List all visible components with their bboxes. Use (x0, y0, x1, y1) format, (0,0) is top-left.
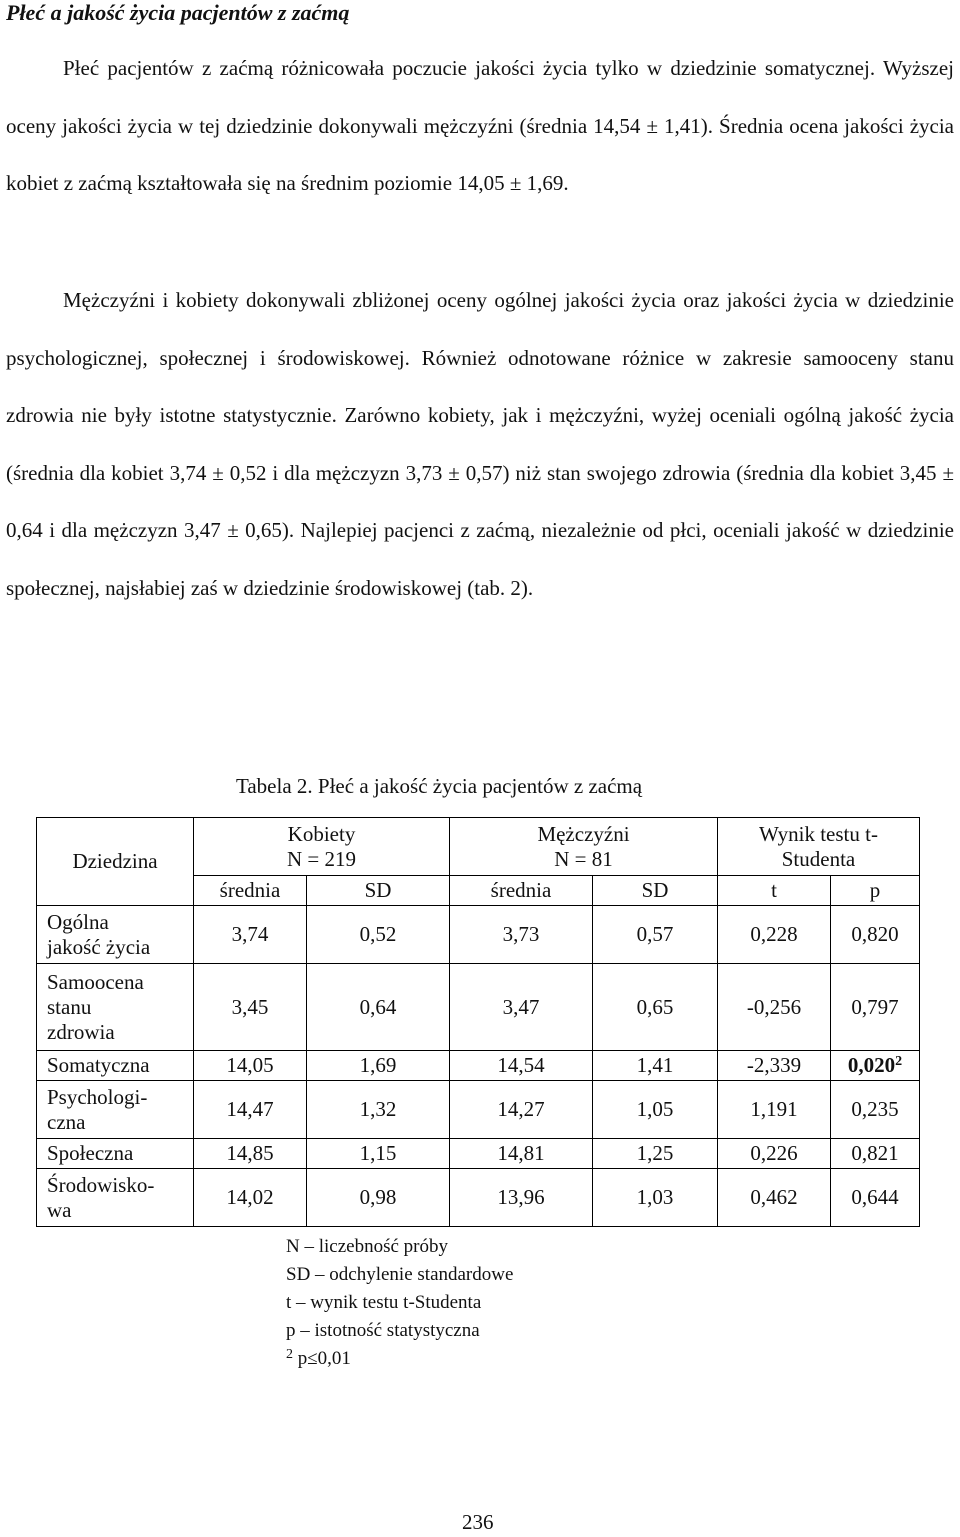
page-number: 236 (462, 1510, 494, 1534)
table-cell: 0,228 (718, 906, 831, 964)
note-line-significance (286, 1345, 513, 1373)
table-row (37, 1051, 920, 1081)
table-cell: 0,65 (593, 964, 718, 1051)
table-cell-significant (831, 1051, 920, 1081)
table-cell: 0,98 (307, 1169, 450, 1227)
table-cell: 0,64 (307, 964, 450, 1051)
significant-p-value: 0,020 (847, 1053, 896, 1077)
table-cell: 1,03 (593, 1169, 718, 1227)
header-kobiety-label: Kobiety (287, 821, 356, 846)
table-cell: 14,47 (194, 1081, 307, 1139)
header-kobiety (194, 818, 450, 876)
table-row (37, 1169, 920, 1227)
row-label-line: Somatyczna (47, 1053, 150, 1077)
note-line: t – wynik testu t-Studenta (286, 1292, 482, 1313)
results-table (36, 817, 920, 1227)
row-label (37, 906, 194, 964)
header-dziedzina: Dziedzina (37, 818, 194, 906)
row-label-line: stanu (47, 994, 92, 1019)
table-row (37, 964, 920, 1051)
table-cell: 0,52 (307, 906, 450, 964)
note-line: N – liczebność próby (286, 1236, 448, 1257)
header-test (718, 818, 920, 876)
table-cell: -2,339 (718, 1051, 831, 1081)
header-mezczyzni-n: N = 81 (554, 846, 613, 871)
table-cell: 3,73 (450, 906, 593, 964)
row-label (37, 964, 194, 1051)
table-cell: 14,85 (194, 1139, 307, 1169)
row-label-line: Ogólna (47, 909, 109, 934)
table-cell: 0,462 (718, 1169, 831, 1227)
table-cell: 0,820 (831, 906, 920, 964)
paragraph-1: Płeć pacjentów z zaćmą różnicowała poczucie jakości życia tylko w dziedzinie somatycznej. Wyższej oceny jakości życia w tej dziedzinie dokonywali mężczyźni (średnia 14,54 ± 1,41). Średnia ocena jakości życia kobiet z zaćmą kształtowała się na średnim poziomie 14,05 ± 1,69. (6, 56, 954, 195)
note-line: p – istotność statystyczna (286, 1320, 480, 1341)
table-cell: 1,69 (307, 1051, 450, 1081)
footnote-mark: 2 (895, 1054, 903, 1069)
subheader-cell: średnia (194, 876, 307, 906)
table-cell: 3,45 (194, 964, 307, 1051)
table-cell: 0,644 (831, 1169, 920, 1227)
paragraph-2: Mężczyźni i kobiety dokonywali zbliżonej oceny ogólnej jakości życia oraz jakości życia w dziedzinie psychologicznej, społecznej i środowiskowej. Również odnotowane różnice w zakresie samooceny stanu zdrowia nie były istotne statystycznie. Zarówno kobiety, jak i mężczyźni, wyżej oceniali ogólną jakość życia (średnia dla kobiet 3,74 ± 0,52 i dla mężczyzn 3,73 ± 0,57) niż stan swojego zdrowia (średnia dla kobiet 3,45 ± 0,64 i dla mężczyzn 3,47 ± 0,65). Najlepiej pacjenci z zaćmą, niezależnie od płci, oceniali jakość w dziedzinie społecznej, najsłabiej zaś w dziedzinie środowiskowej (tab. 2). (6, 288, 954, 600)
subheader-cell: średnia (450, 876, 593, 906)
header-test-line1: Wynik testu t- (759, 821, 878, 846)
row-label (37, 1081, 194, 1139)
header-test-line2: Studenta (781, 846, 856, 871)
header-kobiety-n: N = 219 (286, 846, 356, 871)
note-line: SD – odchylenie standardowe (286, 1264, 514, 1285)
note-footnote-mark: 2 (286, 1347, 293, 1362)
row-label-line: Społeczna (47, 1141, 134, 1165)
table-cell: 13,96 (450, 1169, 593, 1227)
table-cell: 3,47 (450, 964, 593, 1051)
subheader-cell: p (831, 876, 920, 906)
table-cell: 14,54 (450, 1051, 593, 1081)
row-label-line: wa (47, 1197, 72, 1222)
subheader-cell: SD (593, 876, 718, 906)
row-label-line: czna (47, 1109, 86, 1134)
row-label-line: zdrowia (47, 1019, 115, 1044)
table-row (37, 1081, 920, 1139)
table-cell: 14,81 (450, 1139, 593, 1169)
header-mezczyzni-label: Mężczyźni (537, 821, 630, 846)
row-label-line: jakość życia (47, 934, 151, 959)
table-cell: 0,821 (831, 1139, 920, 1169)
table-cell: 1,25 (593, 1139, 718, 1169)
row-label-line: Środowisko- (47, 1172, 155, 1197)
table-row (37, 906, 920, 964)
table-row (37, 1139, 920, 1169)
table-notes (286, 1233, 513, 1373)
subheader-cell: SD (307, 876, 450, 906)
table-cell: 0,235 (831, 1081, 920, 1139)
row-label (37, 1139, 194, 1169)
row-label-line: Psychologi- (47, 1084, 148, 1109)
table-cell: 1,05 (593, 1081, 718, 1139)
table-cell: 0,57 (593, 906, 718, 964)
table-cell: 14,02 (194, 1169, 307, 1227)
row-label (37, 1169, 194, 1227)
table-cell: 3,74 (194, 906, 307, 964)
row-label-line: Samoocena (47, 969, 144, 994)
table-caption: Tabela 2. Płeć a jakość życia pacjentów z zaćmą (236, 774, 643, 798)
table-cell: 14,27 (450, 1081, 593, 1139)
table-cell: 1,191 (718, 1081, 831, 1139)
row-label (37, 1051, 194, 1081)
subheader-cell: t (718, 876, 831, 906)
table-cell: 1,41 (593, 1051, 718, 1081)
note-significance-text: p≤0,01 (297, 1348, 351, 1369)
table-cell: 0,797 (831, 964, 920, 1051)
table-cell: 1,15 (307, 1139, 450, 1169)
header-mezczyzni (450, 818, 718, 876)
table-cell: 14,05 (194, 1051, 307, 1081)
table-cell: 1,32 (307, 1081, 450, 1139)
table-cell: -0,256 (718, 964, 831, 1051)
section-heading: Płeć a jakość życia pacjentów z zaćmą (6, 0, 350, 25)
table-cell: 0,226 (718, 1139, 831, 1169)
